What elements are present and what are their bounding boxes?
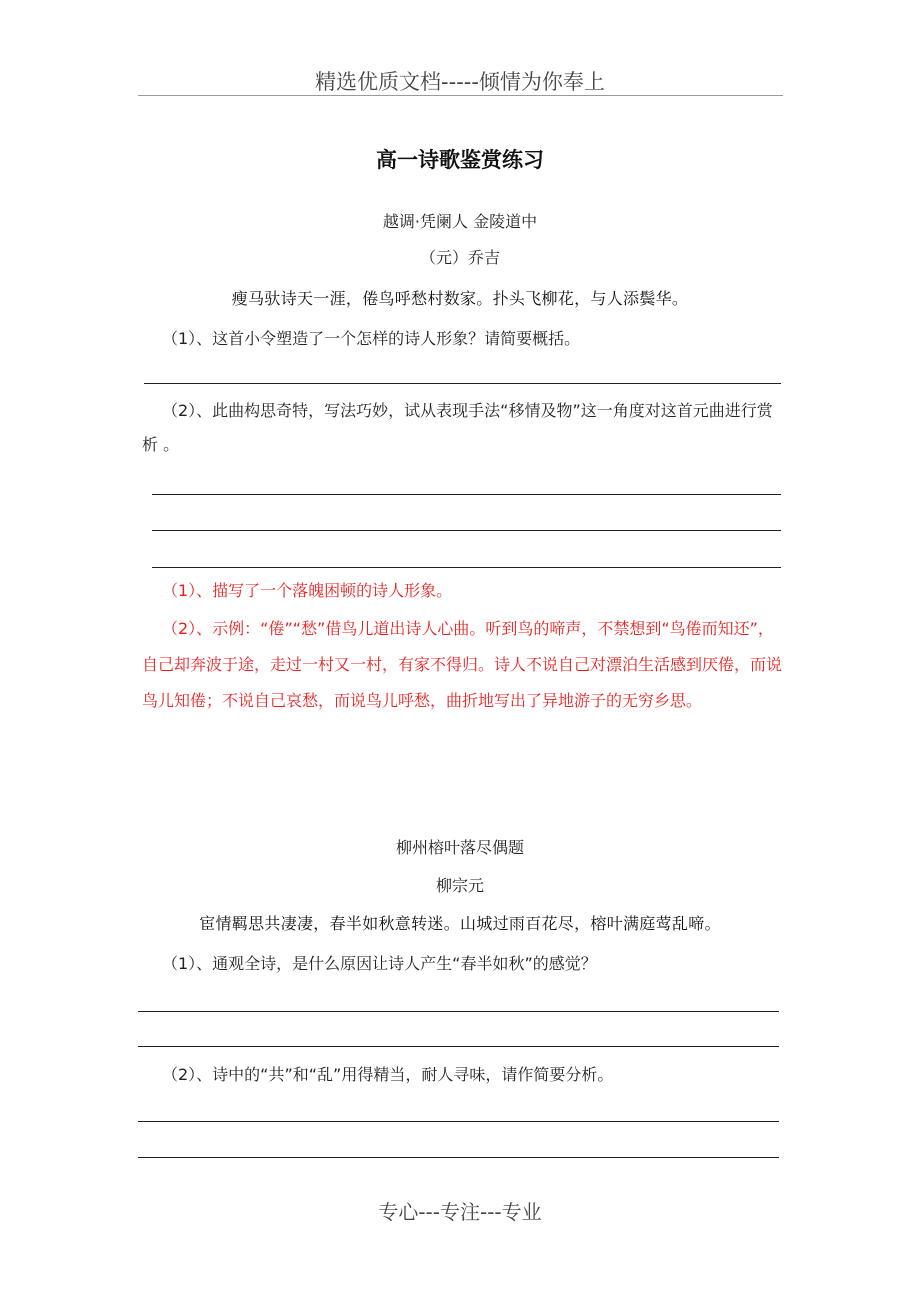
poem1-title: 越调·凭阑人 金陵道中	[382, 212, 538, 231]
poem1-answer-1: （1）、描写了一个落魄困顿的诗人形象。	[162, 581, 453, 600]
page-title: 高一诗歌鉴赏练习	[376, 148, 544, 172]
answer-line	[138, 1157, 779, 1158]
answer-line	[152, 567, 781, 568]
answer-line	[138, 1121, 779, 1122]
poem1-question-1: （1）、这首小令塑造了一个怎样的诗人形象？请简要概括。	[162, 329, 581, 348]
page-footer: 专心---专注---专业	[378, 1200, 542, 1224]
poem1-author: （元）乔吉	[419, 248, 500, 267]
poem2-author: 柳宗元	[435, 876, 484, 895]
poem1-text: 瘦马驮诗天一涯，倦鸟呼愁村数家。扑头飞柳花，与人添鬓华。	[231, 289, 689, 308]
answer-line	[138, 1046, 779, 1047]
poem2-title: 柳州榕叶落尽偶题	[395, 838, 524, 857]
poem2-question-2: （2）、诗中的“共”和“乱”用得精当，耐人寻味，请作简要分析。	[162, 1065, 614, 1084]
poem1-question-2: （2）、此曲构思奇特，写法巧妙，试从表现手法“移情及物”这一角度对这首元曲进行赏析 。	[142, 401, 773, 454]
page-header: 精选优质文档-----倾情为你奉上	[315, 70, 605, 94]
poem2-question-1: （1）、通观全诗，是什么原因让诗人产生“春半如秋”的感觉？	[162, 954, 597, 973]
answer-line	[152, 530, 781, 531]
answer-line	[144, 383, 781, 384]
answer-line	[138, 1011, 779, 1012]
poem2-text: 宦情羁思共凄凄，春半如秋意转迷。山城过雨百花尽，榕叶满庭莺乱啼。	[199, 914, 721, 933]
header-divider	[138, 95, 783, 96]
poem1-answer-2: （2）、示例：“倦”“愁”借鸟儿道出诗人心曲。听到鸟的啼声，不禁想到“鸟倦而知还”，自己却奔波于途，走过一村又一村，有家不得归。诗人不说自己对漂泊生活感到厌倦，而说鸟儿知倦；不说自己哀愁，而说鸟儿呼愁，曲折地写出了异地游子的无穷乡思。	[142, 619, 783, 710]
answer-line	[152, 494, 781, 495]
